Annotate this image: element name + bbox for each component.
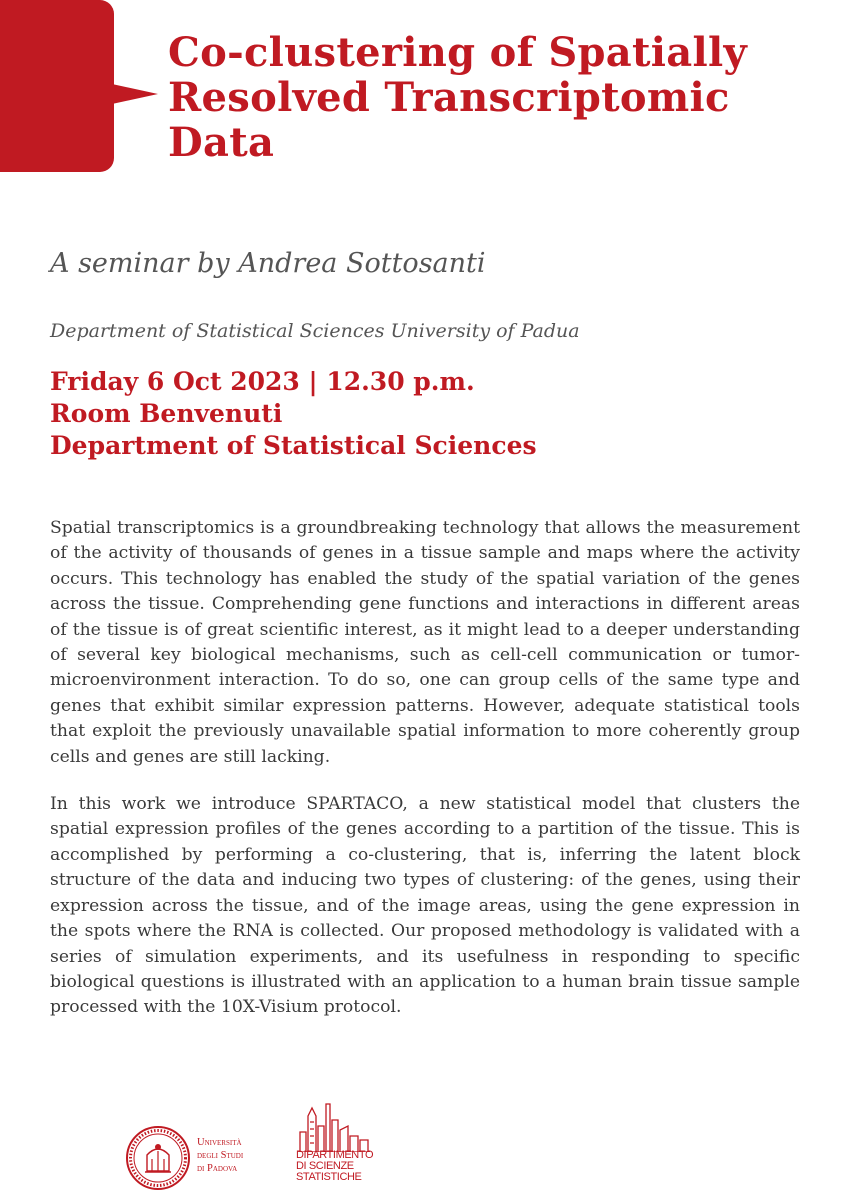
abstract <box>50 516 800 1043</box>
department-skyline-logo <box>296 1102 372 1152</box>
university-wordmark-line: degli Studi <box>197 1150 244 1161</box>
event-details <box>50 366 537 462</box>
event-datetime: Friday 6 Oct 2023 | 12.30 p.m. <box>50 367 475 396</box>
event-room: Room Benvenuti <box>50 399 283 428</box>
event-department: Department of Statistical Sciences <box>50 431 537 460</box>
speech-bubble-decoration <box>0 0 114 172</box>
seminar-title <box>168 30 828 165</box>
university-seal-logo <box>125 1125 191 1191</box>
department-wordmark <box>296 1150 373 1183</box>
university-wordmark-line: Università <box>197 1137 242 1148</box>
abstract-paragraph: In this work we introduce SPARTACO, a new statistical model that clusters the spatial expression profiles of the genes according to a partition of the tissue. This is accomplished by performing a co-clustering, that is, inferring the latent block structure of the data and inducing two types of clustering: of the genes, using their expression across the tissue, and of the image areas, using the gene expression in the spots where the RNA is collected. Our proposed methodology is validated with a series of simulation experiments, and its usefulness in responding to specific biological questions is illustrated with an application to a human brain tissue sample processed with the 10X-Visium protocol. <box>50 794 800 1018</box>
speaker-affiliation: Department of Statistical Sciences University of Padua <box>50 320 580 342</box>
abstract-paragraph: Spatial transcriptomics is a groundbreaking technology that allows the measurement of the activity of thousands of genes in a tissue sample and maps where the activity occurs. This technology has enabled the study of the spatial variation of the genes across the tissue. Comprehending gene functions and interactions in different areas of the tissue is of great scientific interest, as it might lead to a deeper understanding of several key biological mechanisms, such as cell-cell communication or tumor-microenvironment interaction. To do so, one can group cells of the same type and genes that exhibit similar expression patterns. However, adequate statistical tools that exploit the previously unavailable spatial information to more coherently group cells and genes are still lacking. <box>50 518 800 767</box>
title-line: Resolved Transcriptomic <box>168 74 730 121</box>
department-wordmark-line: DIPARTIMENTO <box>296 1149 374 1161</box>
department-wordmark-line: STATISTICHE <box>296 1171 362 1183</box>
department-wordmark-line: DI SCIENZE <box>296 1160 354 1172</box>
speech-bubble-tail <box>112 84 158 104</box>
title-line: Data <box>168 119 275 166</box>
university-wordmark <box>197 1136 243 1175</box>
speaker-line: A seminar by Andrea Sottosanti <box>50 248 486 279</box>
university-wordmark-line: di Padova <box>197 1163 238 1174</box>
title-line: Co-clustering of Spatially <box>168 29 748 76</box>
